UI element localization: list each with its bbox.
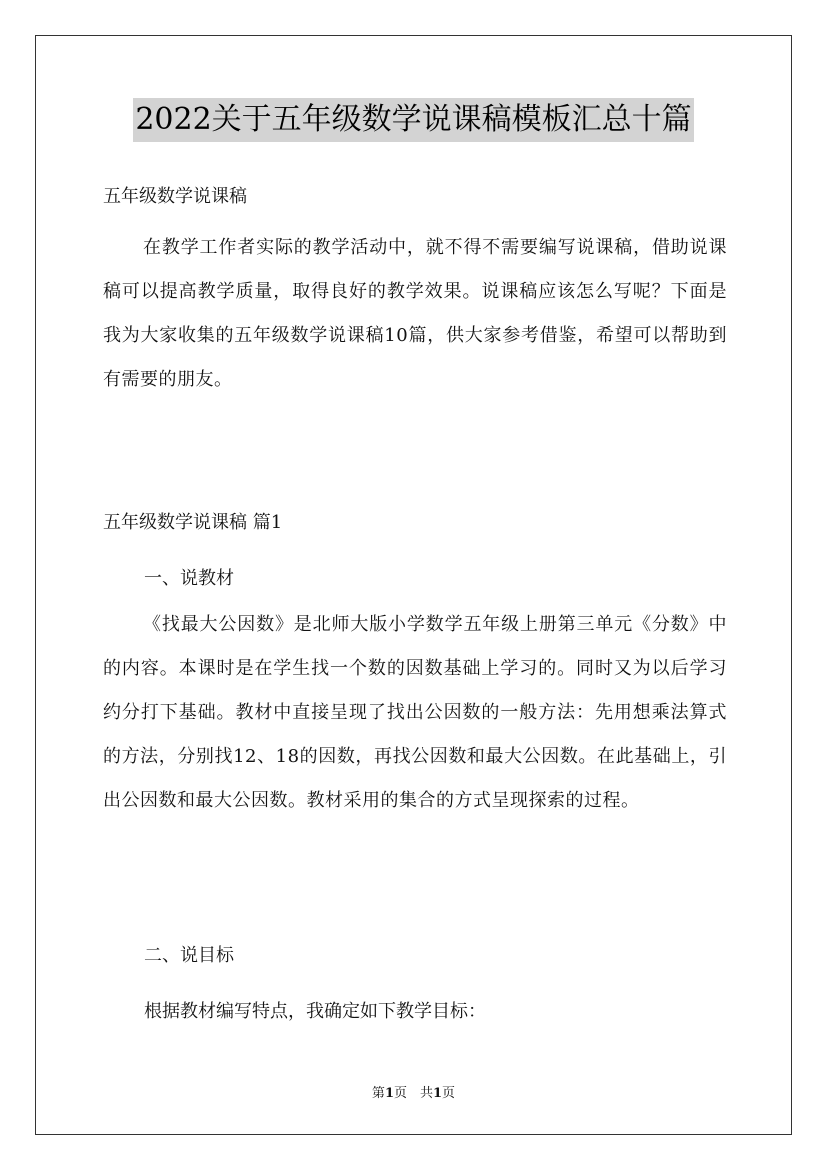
footer-mid: 页 共 <box>393 1086 433 1101</box>
document-title: 2022关于五年级数学说课稿模板汇总十篇 <box>133 98 693 142</box>
section-heading: 五年级数学说课稿 <box>103 186 247 207</box>
paragraph-teaching-material: 《找最大公因数》是北师大版小学数学五年级上册第三单元《分数》中的内容。本课时是在学生找一个数的因数基础上学习的。同时又为以后学习约分打下基础。教材中直接呈现了找出公因数的一般方法：先用想乘法算式的方法，分别找12、18的因数，再找公因数和最大公因数。在此基础上，引出公因数和最大公因数。教材采用的集合的方式呈现探索的过程。 <box>103 614 727 811</box>
intro-paragraph: 在教学工作者实际的教学活动中，就不得不需要编写说课稿，借助说课稿可以提高教学质量，取得良好的教学效果。说课稿应该怎么写呢？下面是我为大家收集的五年级数学说课稿10篇，供大家参考借鉴，希望可以帮助到有需要的朋友。 <box>103 237 727 390</box>
footer-suffix: 页 <box>442 1086 456 1101</box>
paragraph-goals: 根据教材编写特点，我确定如下教学目标： <box>144 1001 486 1022</box>
footer-prefix: 第 <box>371 1086 385 1101</box>
footer-page-current: 1 <box>384 1086 394 1101</box>
subheading-goals: 二、说目标 <box>144 945 234 966</box>
title-container <box>0 98 827 142</box>
article-heading: 五年级数学说课稿 篇1 <box>103 512 283 533</box>
subheading-teaching-material: 一、说教材 <box>144 568 234 589</box>
footer-page-total: 1 <box>433 1086 443 1101</box>
page-footer <box>0 1082 827 1101</box>
